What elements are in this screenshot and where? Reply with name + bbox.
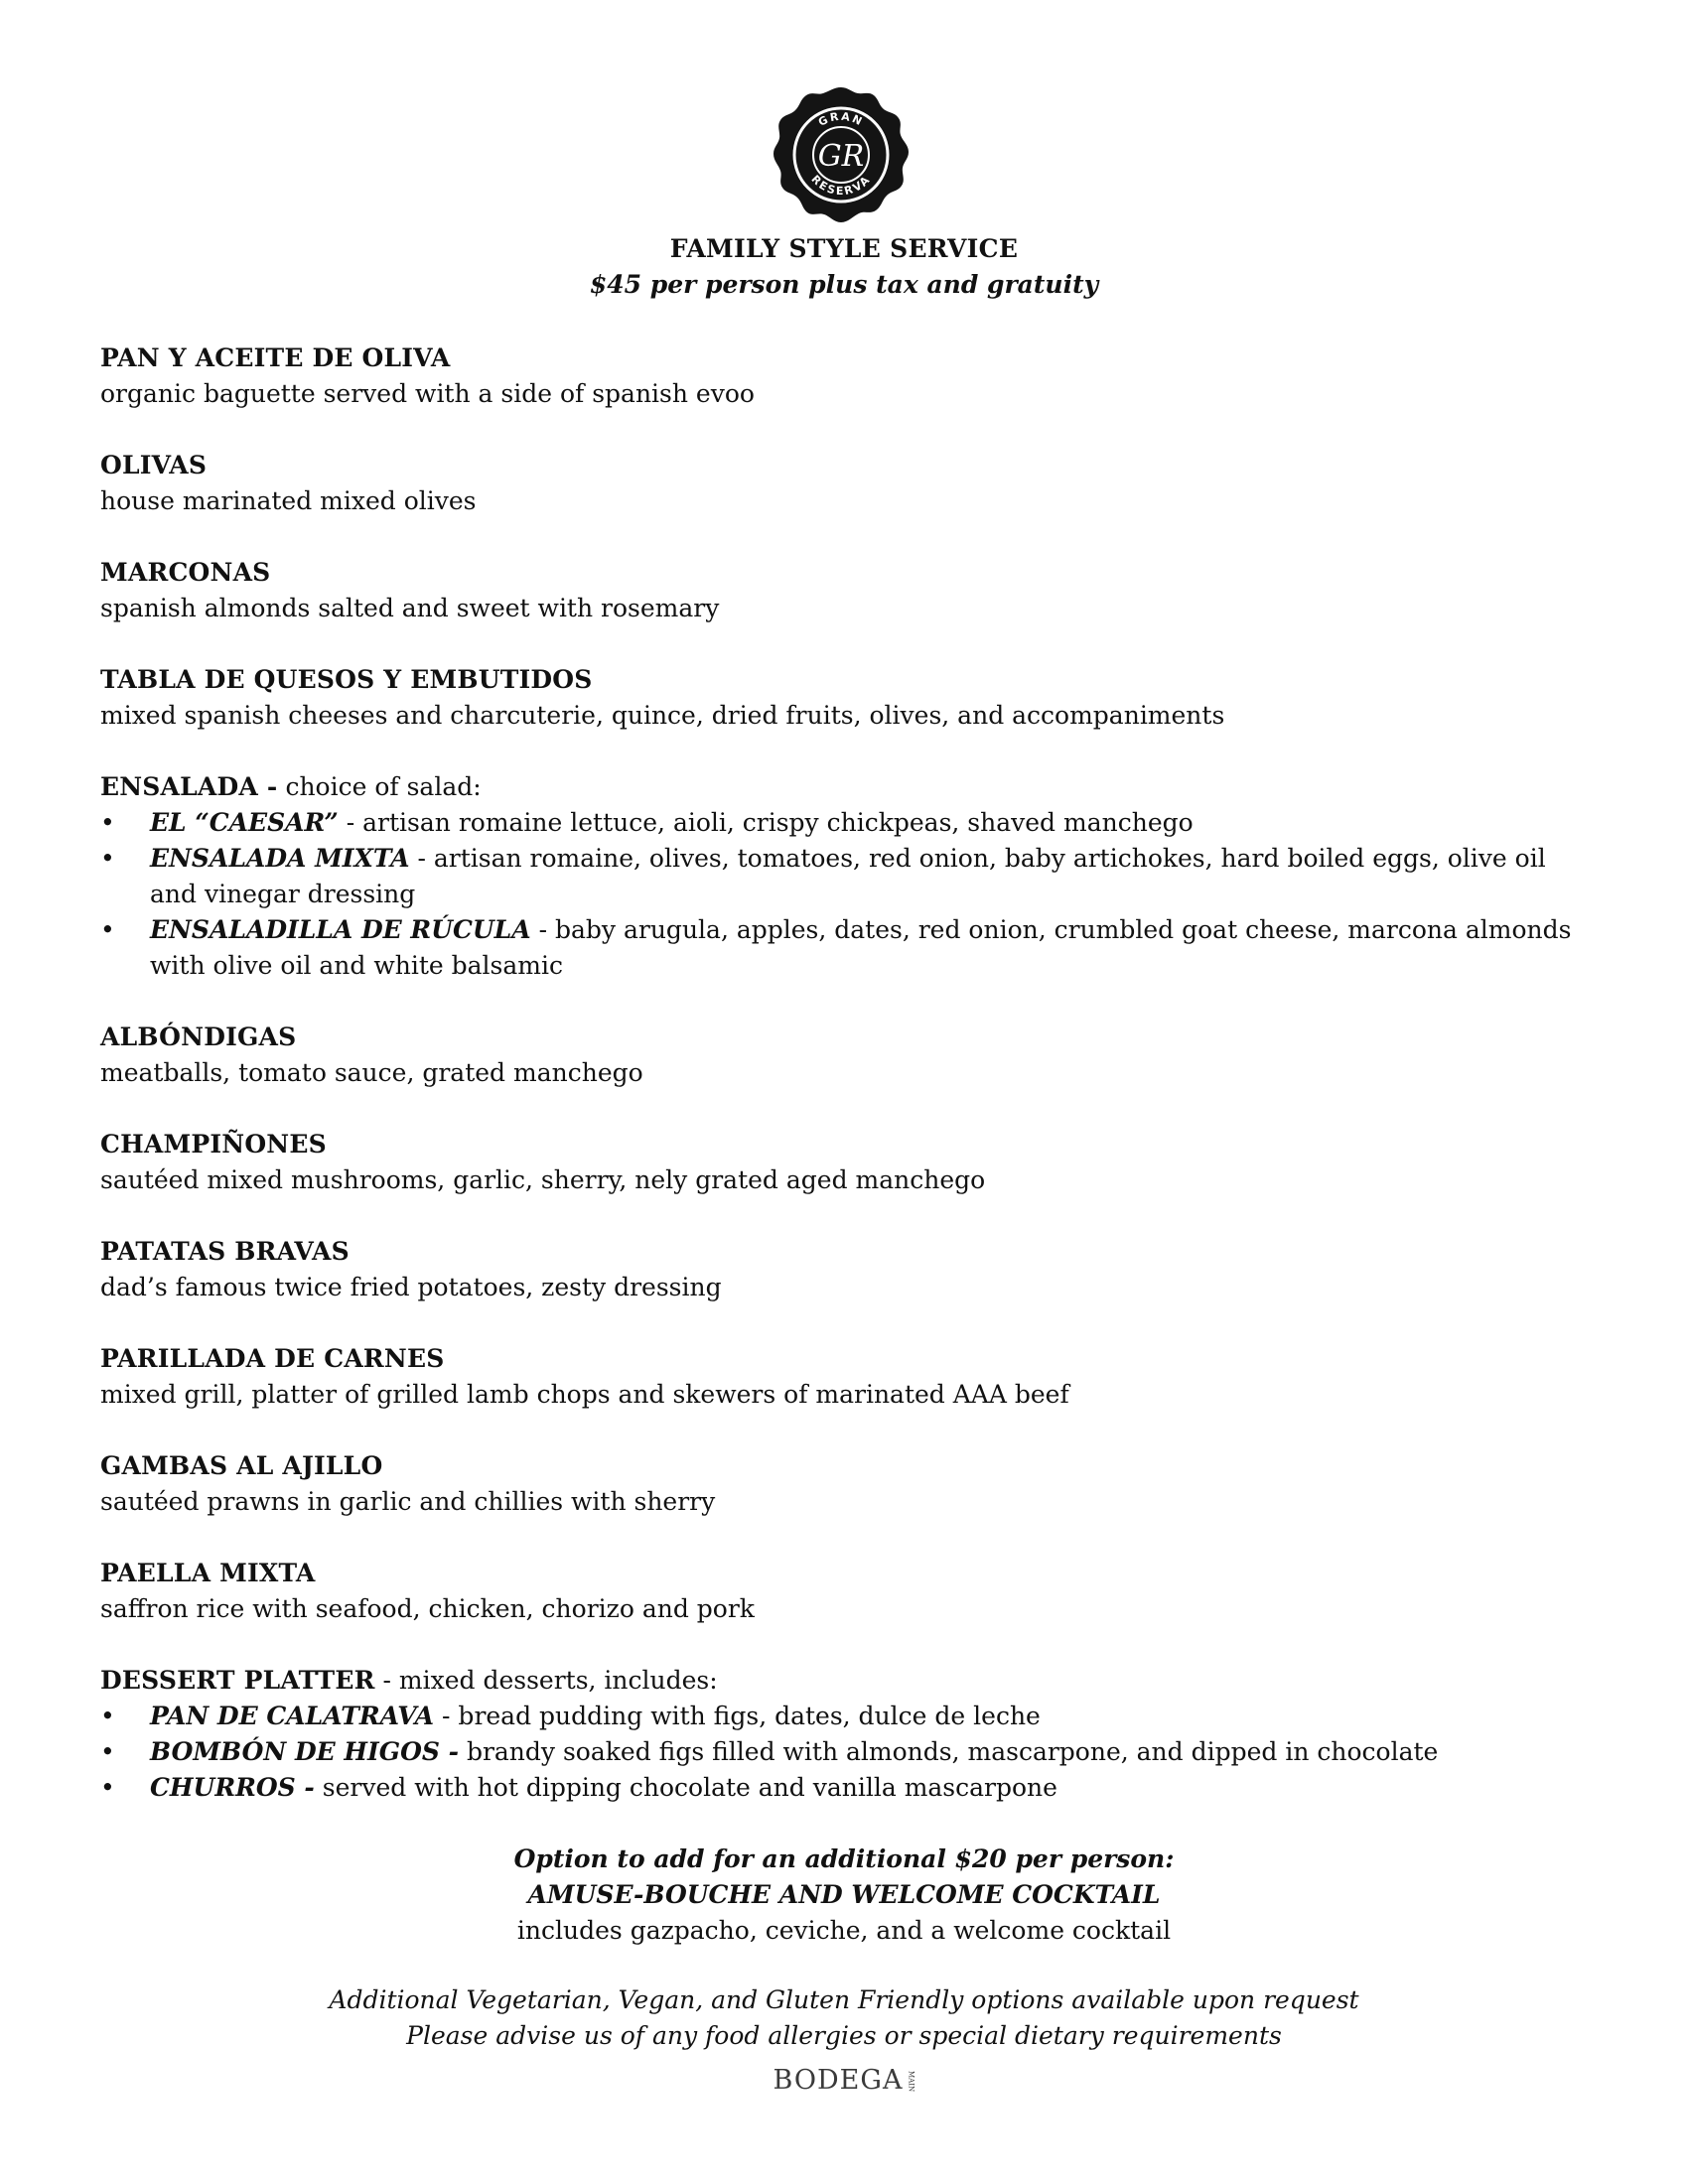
menu-item	[100, 662, 1590, 734]
option-name: PAN DE CALATRAVA	[150, 1702, 435, 1730]
seal-monogram: GR	[817, 139, 865, 174]
menu-item	[100, 555, 1590, 626]
item-name: PAELLA MIXTA	[100, 1559, 316, 1587]
dessert-section	[100, 1663, 1590, 1806]
item-name: PARILLADA DE CARNES	[100, 1344, 445, 1373]
dietary-options-text: Additional Vegetarian, Vegan, and Gluten Friendly options available upon request	[329, 1985, 1359, 2014]
option-name: ENSALADILLA DE RÚCULA	[150, 915, 531, 944]
menu-item	[100, 341, 1590, 412]
gran-reserva-seal-icon	[769, 84, 914, 229]
salad-section	[100, 769, 1590, 984]
salad-heading	[100, 769, 1590, 805]
bodega-logo	[0, 2065, 1688, 2096]
addon-offer: Option to add for an additional $20 per person:	[513, 1844, 1175, 1873]
item-name: CHAMPIÑONES	[100, 1130, 327, 1159]
allergy-text: Please advise us of any food allergies or special dietary requirements	[406, 2021, 1282, 2050]
option-name: EL “CAESAR”	[150, 808, 339, 837]
item-description: meatballs, tomato sauce, grated manchego	[100, 1058, 643, 1087]
item-description: house marinated mixed olives	[100, 486, 477, 515]
option-name: ENSALADA MIXTA	[150, 844, 410, 873]
option-description: - bread pudding with figs, dates, dulce de leche	[434, 1702, 1041, 1730]
menu-item	[100, 1020, 1590, 1091]
list-item	[100, 1734, 1590, 1770]
item-name: GAMBAS AL AJILLO	[100, 1451, 383, 1480]
menu-item	[100, 1556, 1590, 1627]
option-description: brandy soaked figs filled with almonds, mascarpone, and dipped in chocolate	[459, 1737, 1439, 1766]
item-description: spanish almonds salted and sweet with rosemary	[100, 594, 720, 622]
option-description: - artisan romaine, olives, tomatoes, red onion, baby artichokes, hard boiled eggs, olive oil and vinegar dressing	[150, 844, 1546, 908]
menu-item	[100, 1448, 1590, 1520]
item-name: OLIVAS	[100, 451, 208, 479]
salad-options	[100, 805, 1590, 984]
list-item	[100, 1699, 1590, 1734]
bullet-icon: •	[100, 1773, 115, 1802]
list-item	[100, 1770, 1590, 1806]
item-description: mixed grill, platter of grilled lamb chops and skewers of marinated AAA beef	[100, 1380, 1069, 1409]
bullet-icon: •	[100, 844, 115, 873]
dessert-intro: - mixed desserts, includes:	[374, 1666, 718, 1695]
item-name: TABLA DE QUESOS Y EMBUTIDOS	[100, 665, 593, 694]
option-description: served with hot dipping chocolate and vanilla mascarpone	[314, 1773, 1057, 1802]
item-description: mixed spanish cheeses and charcuterie, quince, dried fruits, olives, and accompaniments	[100, 701, 1225, 730]
menu-item	[100, 1341, 1590, 1413]
menu-item	[100, 1234, 1590, 1305]
seal-top-text: GRAN	[816, 109, 866, 129]
brand-name: BODEGA	[773, 2065, 904, 2096]
item-name: ALBÓNDIGAS	[100, 1023, 297, 1051]
item-description: organic baguette served with a side of spanish evoo	[100, 379, 755, 408]
item-name: ENSALADA -	[100, 772, 278, 801]
dessert-options	[100, 1699, 1590, 1806]
item-name: PATATAS BRAVAS	[100, 1237, 350, 1266]
dessert-heading	[100, 1663, 1590, 1699]
item-name: DESSERT PLATTER	[100, 1666, 375, 1695]
item-name: PAN Y ACEITE DE OLIVA	[100, 343, 451, 372]
addon-description: includes gazpacho, ceviche, and a welcome cocktail	[516, 1916, 1172, 1945]
menu-item	[100, 448, 1590, 519]
option-description: - artisan romaine lettuce, aioli, crispy chickpeas, shaved manchego	[338, 808, 1194, 837]
addon-title: AMUSE-BOUCHE AND WELCOME COCKTAIL	[527, 1880, 1161, 1909]
dietary-note	[0, 1982, 1688, 2054]
salad-intro: choice of salad:	[277, 772, 482, 801]
addon-section	[0, 1842, 1688, 1949]
seal-bottom-text: RESERVA	[808, 172, 874, 199]
menu-item	[100, 1127, 1590, 1198]
bullet-icon: •	[100, 1737, 115, 1766]
bullet-icon: •	[100, 808, 115, 837]
item-description: sautéed prawns in garlic and chillies with sherry	[100, 1487, 716, 1516]
item-name: MARCONAS	[100, 558, 271, 587]
list-item	[100, 912, 1590, 984]
bullet-icon: •	[100, 1702, 115, 1730]
list-item	[100, 805, 1590, 841]
option-description: - baby arugula, apples, dates, red onion, crumbled goat cheese, marcona almonds with olive oil and white balsamic	[150, 915, 1572, 980]
item-description: saffron rice with seafood, chicken, chorizo and pork	[100, 1594, 755, 1623]
price-subtitle: $45 per person plus tax and gratuity	[589, 270, 1099, 299]
brand-sub: MAIN	[907, 2070, 915, 2093]
option-name: BOMBÓN DE HIGOS -	[150, 1737, 459, 1766]
option-name: CHURROS -	[150, 1773, 315, 1802]
bullet-icon: •	[100, 915, 115, 944]
menu-list	[100, 341, 1590, 1842]
item-description: sautéed mixed mushrooms, garlic, sherry, nely grated aged manchego	[100, 1165, 986, 1194]
item-description: dad’s famous twice fried potatoes, zesty dressing	[100, 1273, 722, 1301]
page-title: FAMILY STYLE SERVICE	[669, 234, 1019, 263]
list-item	[100, 841, 1590, 912]
